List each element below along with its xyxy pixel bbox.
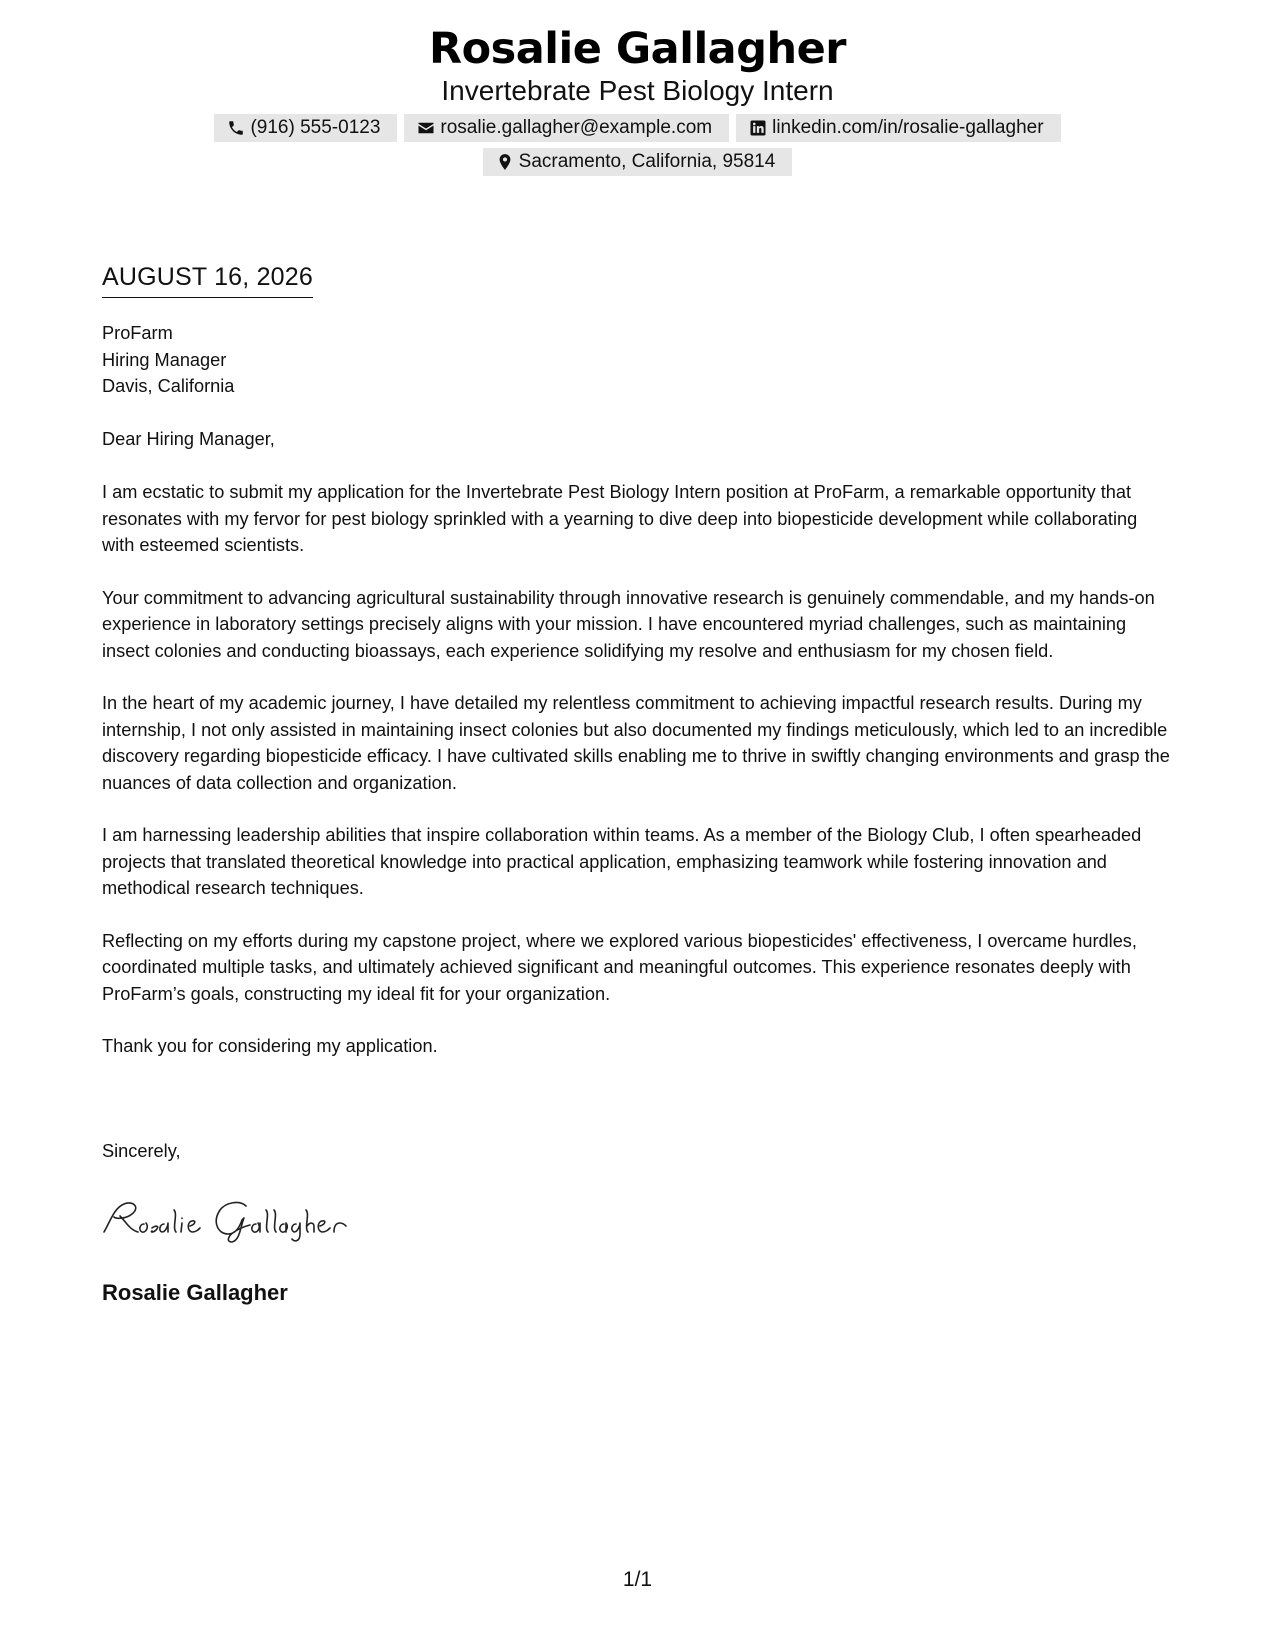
applicant-role: Invertebrate Pest Biology Intern	[441, 75, 834, 106]
greeting: Dear Hiring Manager,	[102, 429, 275, 449]
applicant-name: Rosalie Gallagher	[429, 24, 846, 74]
recipient-location: Davis, California	[102, 376, 235, 396]
location-row	[0, 148, 1275, 176]
linkedin-icon	[749, 119, 767, 137]
signed-name: Rosalie Gallagher	[102, 1280, 288, 1305]
thank-you-line: Thank you for considering my application.	[102, 1036, 438, 1056]
location-chip	[483, 148, 793, 176]
contact-row	[0, 114, 1275, 142]
phone-icon	[227, 119, 245, 137]
linkedin-chip[interactable]	[736, 114, 1060, 142]
map-pin-icon	[496, 153, 514, 171]
phone-number: (916) 555-0123	[250, 117, 381, 138]
body-paragraph: In the heart of my academic journey, I have detailed my relentless commitment to achieving impactful research results. During my internship, I not only assisted in maintaining insect colonies but also documented my findings meticulously, which led to an incredible discovery regarding biopesticide efficacy. I have cultivated skills enabling me to thrive in swiftly changing environments and grasp the nuances of data collection and organization.	[102, 693, 1170, 793]
recipient-company: ProFarm	[102, 323, 173, 343]
linkedin-url: linkedin.com/in/rosalie-gallagher	[772, 117, 1044, 138]
body-paragraph: Your commitment to advancing agricultural sustainability through innovative research is genuinely commendable, and my hands-on experience in laboratory settings precisely aligns with your mission. I have encountered myriad challenges, such as maintaining insect colonies and conducting bioassays, each experience solidifying my resolve and enthusiasm for my chosen field.	[102, 587, 1155, 661]
body-paragraph: Reflecting on my efforts during my capstone project, where we explored various biopesticides' effectiveness, I overcame hurdles, coordinated multiple tasks, and ultimately achieved significant and meaningful outcomes. This experience resonates deeply with ProFarm’s goals, constructing my ideal fit for your organization.	[102, 930, 1137, 1004]
recipient-block	[102, 320, 1172, 400]
email-chip[interactable]	[404, 114, 729, 142]
closing: Sincerely,	[102, 1141, 181, 1161]
page-number: 1/1	[622, 1568, 653, 1591]
email-address: rosalie.gallagher@example.com	[440, 117, 713, 138]
recipient-title: Hiring Manager	[102, 349, 227, 370]
location-text: Sacramento, California, 95814	[518, 151, 776, 172]
letter-date: AUGUST 16, 2026	[102, 262, 313, 298]
letter-body	[102, 479, 1172, 1086]
body-paragraph: I am harnessing leadership abilities that inspire collaboration within teams. As a member of the Biology Club, I often spearheaded projects that translated theoretical knowledge into practical application, emphasizing teamwork while fostering innovation and methodical research techniques.	[102, 825, 1142, 898]
phone-chip[interactable]	[214, 114, 397, 142]
handwritten-signature	[100, 1192, 370, 1244]
envelope-icon	[417, 119, 435, 137]
letter-header	[0, 20, 1275, 108]
body-paragraph: I am ecstatic to submit my application for the Invertebrate Pest Biology Intern position at ProFarm, a remarkable opportunity that resonates with my fervor for pest biology sprinkled with a yearning to dive deep into biopesticide development while collaborating with esteemed scientists.	[102, 482, 1138, 555]
